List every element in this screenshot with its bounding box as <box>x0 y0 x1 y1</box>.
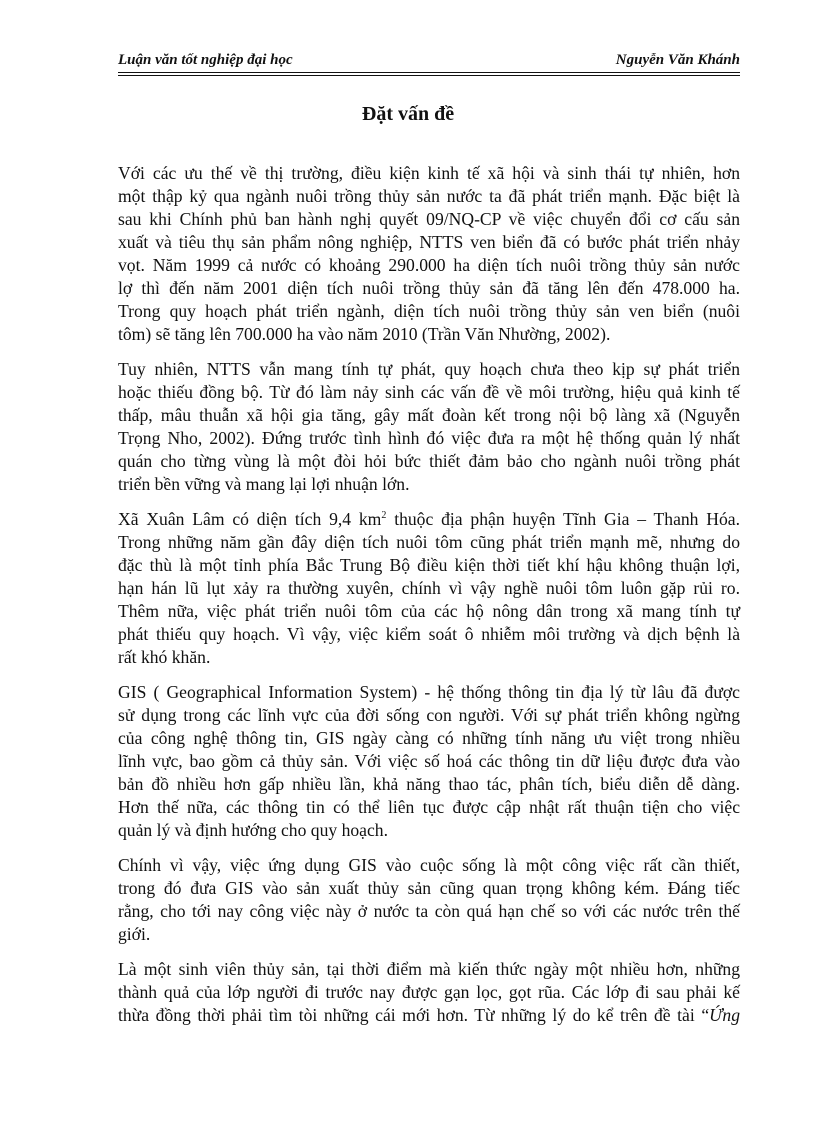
text-line: quán cho từng vùng là một đòi hỏi bức thiết đảm bảo cho ngành nuôi trồng phát <box>118 451 740 471</box>
document-body <box>118 162 740 1039</box>
page-header <box>118 50 740 74</box>
text-line: thành quả của lớp người đi trước nay được gạn lọc, gọt rũa. Các lớp đi sau phải kế <box>118 982 740 1002</box>
header-rule <box>118 72 740 73</box>
text-line <box>118 1004 740 1027</box>
header-author-name: Nguyễn Văn Khánh <box>615 52 740 68</box>
text-line: phát thiếu quy hoạch. Vì vậy, việc kiểm soát ô nhiễm môi trường và dịch bệnh là <box>118 624 740 644</box>
superscript: 2 <box>381 510 387 522</box>
text-line: rất khó khăn. <box>118 647 211 667</box>
paragraph-2 <box>118 358 740 496</box>
text-line: trong đó đưa GIS vào sản xuất thủy sản cũng quan trọng không kém. Đáng tiếc <box>118 878 740 898</box>
text-line: Với các ưu thế về thị trường, điều kiện kinh tế xã hội và sinh thái tự nhiên, hơn <box>118 163 740 183</box>
paragraph-1 <box>118 162 740 346</box>
paragraph-3 <box>118 508 740 669</box>
text-line: lĩnh vực, bao gồm cả thủy sản. Với việc số hoá các thông tin dữ liệu được đưa vào <box>118 751 740 771</box>
text-line: đặc thù là một tỉnh phía Bắc Trung Bộ điều kiện thời tiết khí hậu không thuận lợi, <box>118 555 740 575</box>
text-line: tôm) sẽ tăng lên 700.000 ha vào năm 2010 (Trần Văn Nhường, 2002). <box>118 324 611 344</box>
text-line: Chính vì vậy, việc ứng dụng GIS vào cuộc sống là một công việc rất cần thiết, <box>118 855 740 875</box>
text-line: triển bền vững và mang lại lợi nhuận lớn. <box>118 474 410 494</box>
text-line: Trong những năm gần đây diện tích nuôi tôm cũng phát triển mạnh mẽ, nhưng do <box>118 532 740 552</box>
text-line: GIS ( Geographical Information System) - hệ thống thông tin địa lý từ lâu đã được <box>118 682 740 702</box>
text-line: hạn hán lũ lụt xảy ra thường xuyên, chính vì vậy nghề nuôi tôm luôn gặp rủi ro. <box>118 578 740 598</box>
text-fragment: Xã Xuân Lâm có diện tích 9,4 km <box>118 509 382 529</box>
italic-fragment: Ứng <box>709 1005 740 1025</box>
text-line: Hơn thế nữa, các thông tin có thể liên tục được cập nhật rất thuận tiện cho việc <box>118 797 740 817</box>
text-line: hoặc thiếu đồng bộ. Từ đó làm nảy sinh các vấn đề về môi trường, hiệu quả kinh tế <box>118 382 740 402</box>
text-line: lợ thì đến năm 2001 diện tích nuôi trồng thủy sản đã tăng lên đến 478.000 ha. <box>118 278 740 298</box>
header-rule-thin <box>118 75 740 76</box>
text-line: Trong quy hoạch phát triển ngành, diện tích nuôi trồng thủy sản ven biển (nuôi <box>118 301 740 321</box>
paragraph-6 <box>118 958 740 1027</box>
text-fragment: thuộc địa phận huyện Tĩnh Gia – Thanh Hóa. <box>386 509 741 529</box>
text-line: của công nghệ thông tin, GIS ngày càng có những tính năng ưu việt trong nhiều <box>118 728 740 748</box>
text-line <box>118 508 740 531</box>
paragraph-4 <box>118 681 740 842</box>
text-line: một thập kỷ qua ngành nuôi trồng thủy sản nước ta đã phát triển mạnh. Đặc biệt là <box>118 186 740 206</box>
text-line: giới. <box>118 924 151 944</box>
text-line: xuất và tiêu thụ sản phẩm nông nghiệp, NTTS ven biển đã có bước phát triển nhảy <box>118 232 740 252</box>
text-line: rằng, cho tới nay công việc này ở nước ta còn quá hạn chế so với các nước trên thế <box>118 901 740 921</box>
text-line: vọt. Năm 1999 cả nước có khoảng 290.000 ha diện tích nuôi trồng thủy sản nước <box>118 255 740 275</box>
text-line: Là một sinh viên thủy sản, tại thời điểm mà kiến thức ngày một nhiều hơn, những <box>118 959 740 979</box>
text-fragment: thừa đồng thời phải tìm tòi những cái mới hơn. Từ những lý do kể trên đề tài “ <box>118 1005 710 1025</box>
text-line: Tuy nhiên, NTTS vẫn mang tính tự phát, quy hoạch chưa theo kịp sự phát triển <box>118 359 740 379</box>
text-line: bản đồ nhiều hơn gấp nhiều lần, khả năng thao tác, phân tích, biểu diễn dễ dàng. <box>118 774 740 794</box>
text-line: sau khi Chính phủ ban hành nghị quyết 09/NQ-CP về việc chuyển đổi cơ cấu sản <box>118 209 740 229</box>
text-line: Thêm nữa, việc phát triển nuôi tôm của các hộ nông dân trong xã mang tính tự <box>118 601 740 621</box>
text-line: quản lý và định hướng cho quy hoạch. <box>118 820 388 840</box>
page-title: Đặt vấn đề <box>361 103 455 125</box>
text-line: sử dụng trong các lĩnh vực của đời sống con người. Với sự phát triển không ngừng <box>118 705 740 725</box>
text-line: Trọng Nho, 2002). Đứng trước tình hình đó việc đưa ra một hệ thống quản lý nhất <box>118 428 740 448</box>
header-thesis-label: Luận văn tốt nghiệp đại học <box>118 52 293 68</box>
paragraph-5 <box>118 854 740 946</box>
text-line: thấp, mâu thuẫn xã hội gia tăng, gây mất đoàn kết trong nội bộ làng xã (Nguyễn <box>118 405 740 425</box>
